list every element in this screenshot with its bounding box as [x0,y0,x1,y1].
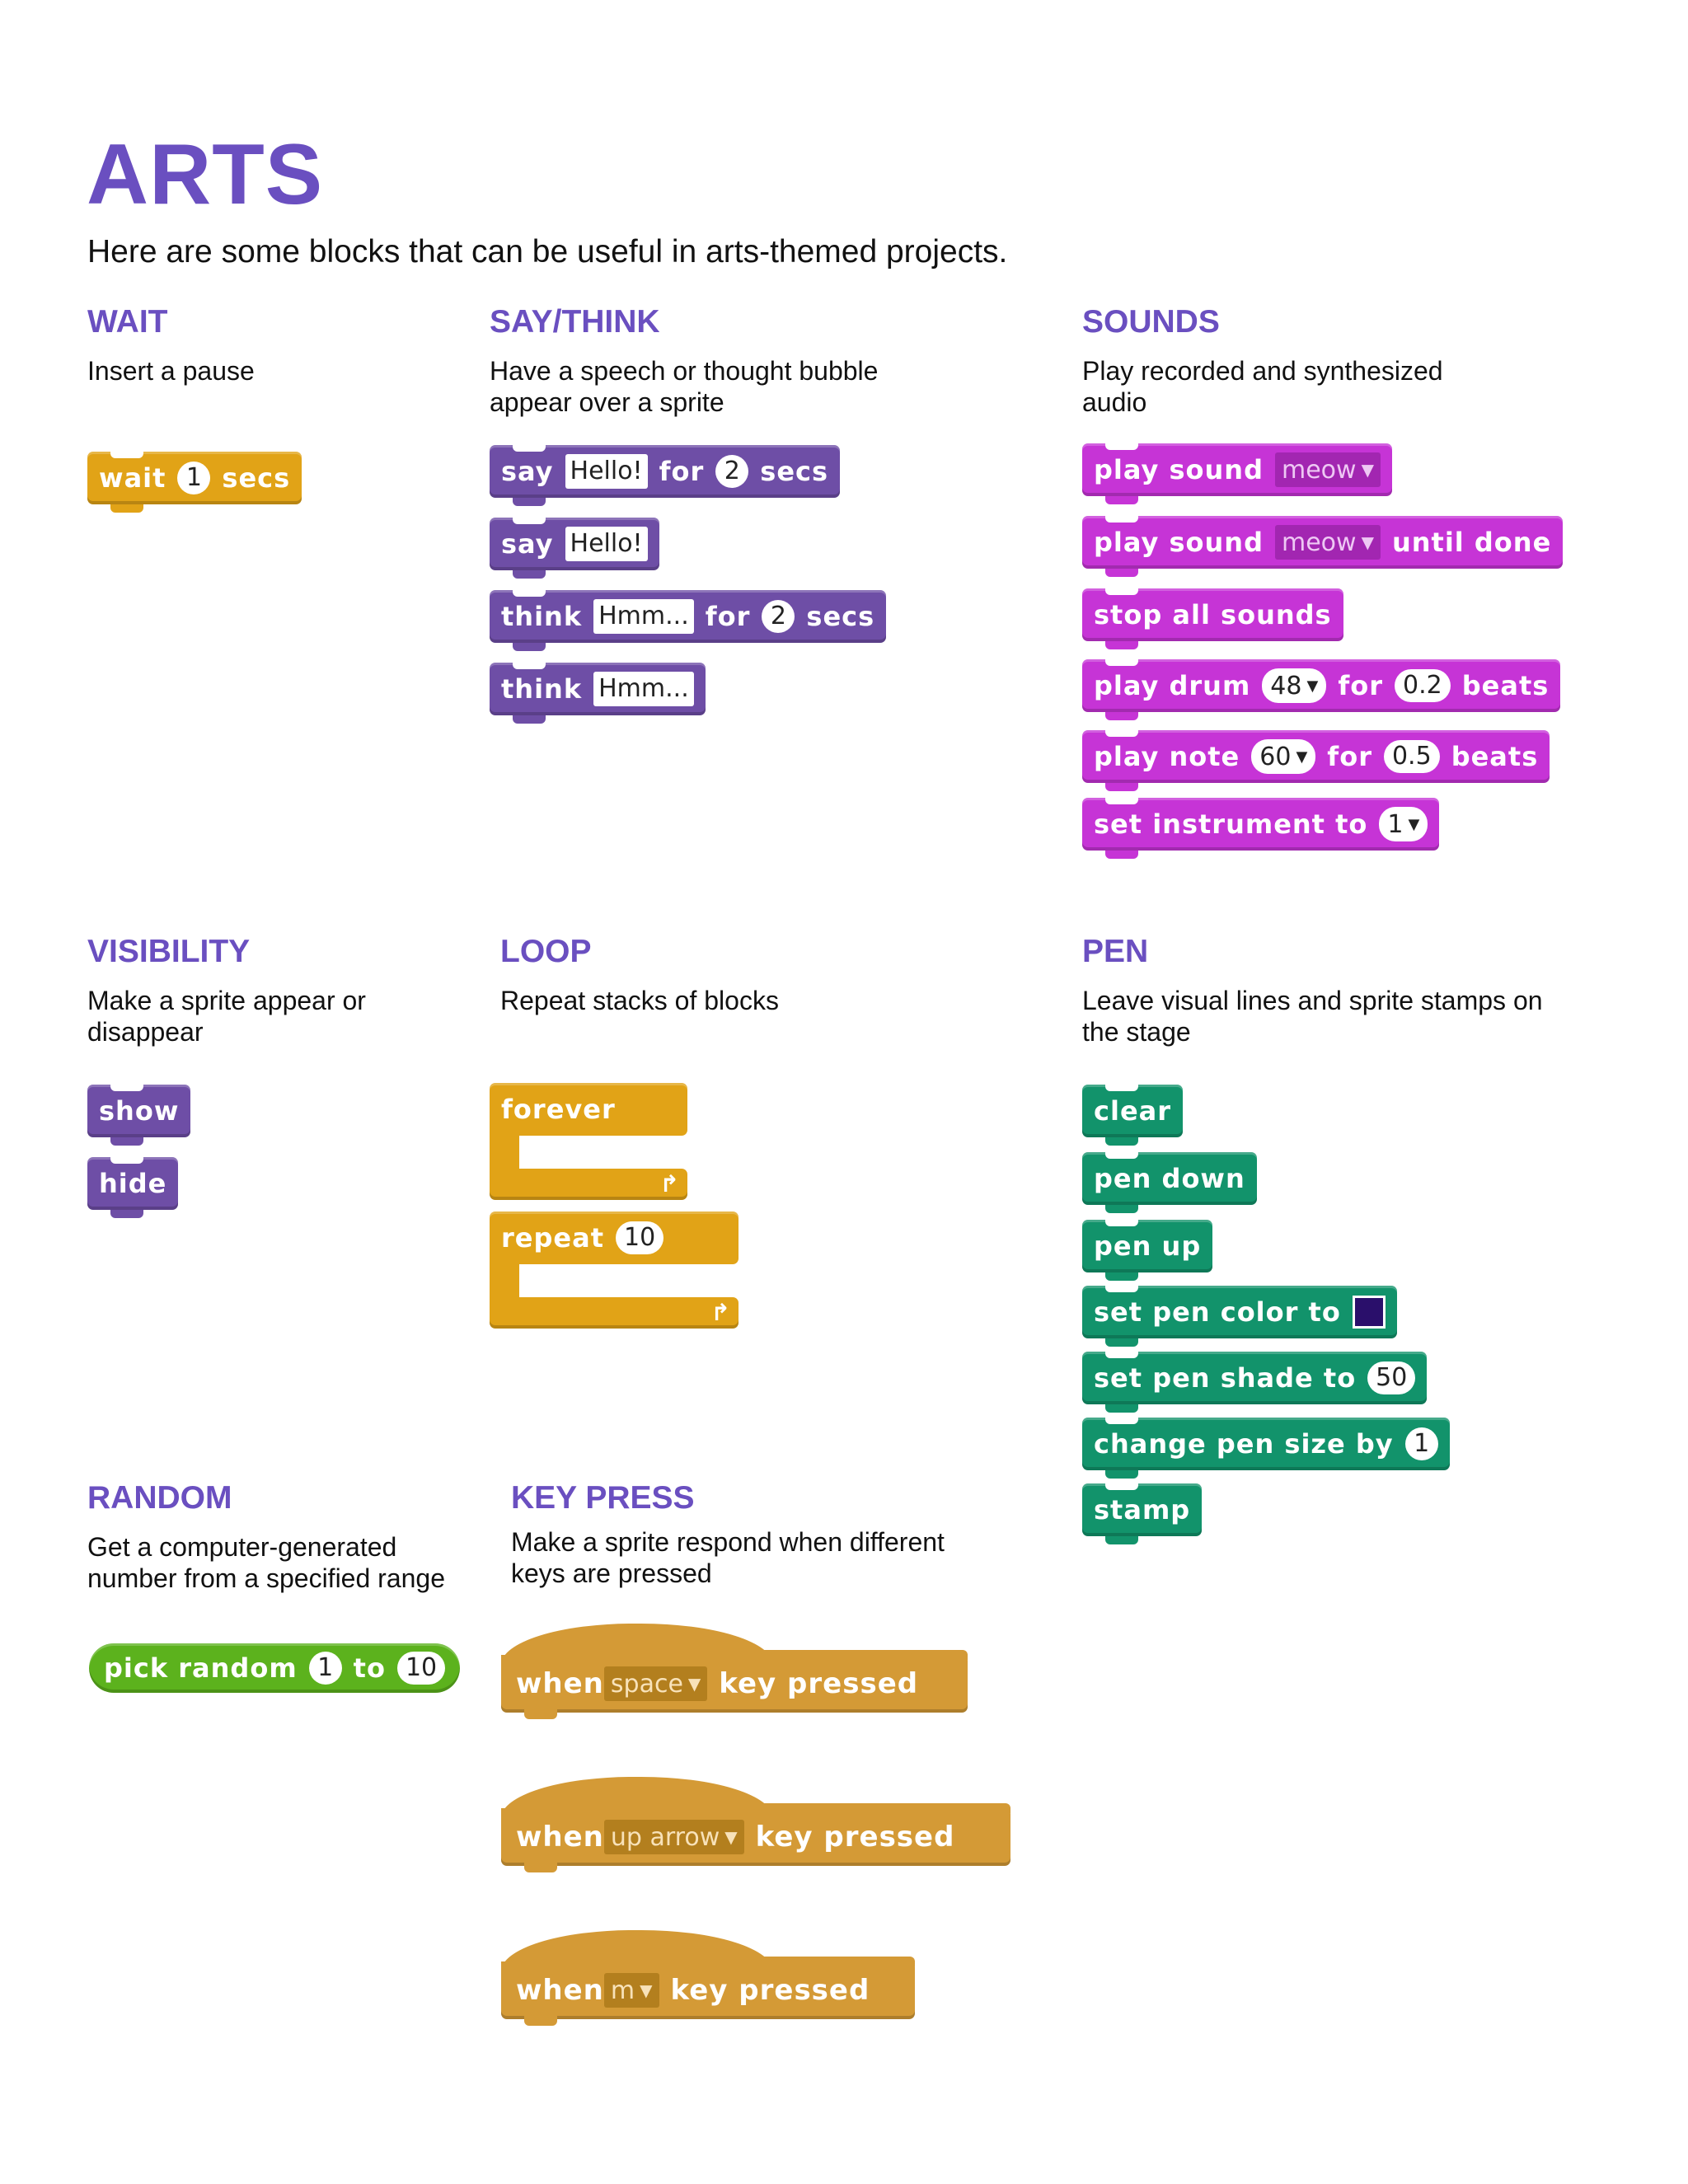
text-input[interactable]: Hmm... [593,672,694,706]
section-description [87,1531,499,1595]
block-label: for [1338,670,1384,701]
show-block[interactable] [87,1085,190,1137]
block-label: key pressed [670,1974,870,2007]
block-label: when [516,1821,604,1854]
number-input[interactable]: 1 [1405,1427,1438,1460]
when-space-key-pressed-block[interactable] [501,1624,968,1722]
block-label: repeat [501,1222,604,1254]
pen-up-block[interactable] [1082,1220,1212,1272]
dropdown-arrow-icon: ▼ [1361,460,1374,480]
set-instrument-block[interactable] [1082,798,1439,851]
description-line: keys are pressed [511,1558,712,1589]
section-key-press [511,1479,1022,1590]
description-line: number from a specified range [87,1563,445,1594]
dropdown-value: meow [1281,455,1357,485]
number-input[interactable]: 0.5 [1384,740,1440,773]
block-label: set pen shade to [1094,1362,1357,1394]
block-label: stop all sounds [1094,599,1332,630]
block-label: until done [1391,527,1552,558]
block-label: play sound [1094,454,1264,485]
hide-block[interactable] [87,1157,178,1210]
think-block[interactable] [490,663,706,715]
block-label: beats [1461,670,1550,701]
block-label: set pen color to [1094,1296,1341,1328]
number-input[interactable]: 1 [309,1652,342,1685]
when-up-arrow-key-pressed-block[interactable] [501,1777,1010,1876]
block-label: stamp [1094,1494,1191,1526]
c-block-bottom [490,1297,738,1329]
block-label: play drum [1094,670,1251,701]
section-visibility [87,933,467,1048]
section-wait [87,303,434,387]
pick-random-block[interactable] [89,1643,460,1693]
dropdown-arrow-icon: ▼ [724,1827,738,1847]
play-drum-block[interactable] [1082,659,1560,712]
number-input[interactable]: 2 [762,600,795,633]
block-label: to [353,1652,386,1684]
sound-dropdown[interactable] [1275,525,1381,560]
c-block-top [490,1083,687,1136]
section-description: Repeat stacks of blocks [500,985,779,1015]
block-label: pick random [104,1652,298,1684]
key-dropdown[interactable] [604,1666,707,1701]
hat-body [501,1961,915,2019]
block-label: pen up [1094,1230,1202,1262]
description-line: Have a speech or thought bubble [490,355,879,386]
loop-arrow-icon: ↱ [659,1171,679,1197]
section-loop [500,933,929,1016]
block-label: hide [99,1168,167,1199]
section-title: VISIBILITY [87,934,251,969]
color-swatch[interactable] [1353,1296,1386,1329]
hat-body [501,1655,968,1713]
think-for-secs-block[interactable] [490,590,886,643]
block-label: think [501,601,583,632]
when-m-key-pressed-block[interactable] [501,1930,915,2029]
repeat-block[interactable] [490,1212,738,1335]
block-label: change pen size by [1094,1428,1394,1460]
block-label: show [99,1095,180,1127]
section-title: SOUNDS [1082,304,1220,340]
text-input[interactable]: Hello! [565,454,648,489]
section-title: PEN [1082,934,1149,969]
change-pen-size-block[interactable] [1082,1418,1450,1470]
description-line: the stage [1082,1017,1191,1047]
block-label: say [501,528,554,560]
section-description: Insert a pause [87,355,255,386]
block-label: beats [1451,741,1539,772]
section-description [490,355,951,419]
dropdown-arrow-icon: ▼ [1408,815,1420,833]
say-block[interactable] [490,518,659,570]
block-label: for [1327,741,1372,772]
block-label: set instrument to [1094,808,1368,840]
page-subtitle: Here are some blocks that can be useful in arts-themed projects. [87,234,1008,269]
block-label: secs [806,601,875,632]
text-input[interactable]: Hello! [565,527,648,561]
play-sound-until-done-block[interactable] [1082,516,1563,569]
description-line: Get a computer-generated [87,1531,397,1562]
dropdown-value: 48 [1270,671,1302,701]
c-block-arm [490,1132,519,1172]
instrument-dropdown[interactable] [1379,807,1428,841]
wait-block[interactable] [87,452,302,504]
text-input[interactable]: Hmm... [593,599,694,634]
description-line: disappear [87,1017,204,1047]
section-pen [1082,933,1610,1048]
block-label: say [501,456,554,487]
c-block-arm [490,1261,519,1301]
play-note-block[interactable] [1082,730,1550,783]
forever-block[interactable] [490,1083,687,1207]
block-label: play sound [1094,527,1264,558]
pen-down-block[interactable] [1082,1152,1257,1205]
c-block-top [490,1212,738,1264]
block-label: for [705,601,751,632]
block-label: clear [1094,1095,1172,1127]
sound-dropdown[interactable] [1275,452,1381,487]
section-title: LOOP [500,934,592,969]
dropdown-arrow-icon: ▼ [1361,532,1374,552]
description-line: appear over a sprite [490,387,724,418]
number-input[interactable]: 2 [715,455,748,488]
note-dropdown[interactable] [1251,739,1315,774]
description-line: Leave visual lines and sprite stamps on [1082,985,1543,1015]
hat-tab [524,1709,557,1719]
block-label: forever [501,1094,616,1125]
number-input[interactable]: 10 [616,1221,663,1254]
description-line: Play recorded and synthesized [1082,355,1443,386]
hat-body [501,1808,1010,1866]
section-description [1082,985,1610,1048]
dropdown-arrow-icon: ▼ [687,1674,701,1694]
dropdown-value: up arrow [610,1822,720,1852]
key-dropdown[interactable] [604,1973,659,2008]
dropdown-arrow-icon: ▼ [1296,748,1308,766]
set-pen-shade-block[interactable] [1082,1352,1427,1404]
dropdown-arrow-icon: ▼ [640,1980,653,2000]
dropdown-value: m [610,1975,635,2005]
loop-arrow-icon: ↱ [710,1300,730,1325]
description-line: audio [1082,387,1147,418]
drum-dropdown[interactable] [1262,668,1326,703]
page-title: ARTS [87,127,324,223]
dropdown-value: 1 [1387,809,1404,839]
set-pen-color-block[interactable] [1082,1286,1397,1338]
dropdown-value: space [610,1669,683,1699]
block-label: when [516,1667,604,1700]
clear-block[interactable] [1082,1085,1183,1137]
block-label: secs [760,456,829,487]
hat-tab [524,1863,557,1872]
description-line: Make a sprite appear or [87,985,366,1015]
block-label: think [501,673,583,705]
section-description [1082,355,1544,419]
block-label: wait [99,462,166,494]
block-label: when [516,1974,604,2007]
key-dropdown[interactable] [604,1820,744,1854]
block-label: key pressed [719,1667,919,1700]
section-title: SAY/THINK [490,304,660,340]
number-input[interactable]: 10 [397,1652,445,1685]
section-title: RANDOM [87,1480,232,1516]
hat-tab [524,2016,557,2026]
play-sound-block[interactable] [1082,443,1392,496]
section-say-think [490,303,951,419]
say-for-secs-block[interactable] [490,445,840,498]
block-label: secs [222,462,291,494]
section-description [511,1526,1022,1590]
dropdown-arrow-icon: ▼ [1306,677,1319,695]
section-random [87,1479,499,1595]
c-block-bottom [490,1169,687,1200]
block-label: for [659,456,705,487]
section-sounds [1082,303,1544,419]
dropdown-value: 60 [1259,742,1292,771]
number-input[interactable]: 1 [177,462,210,494]
dropdown-value: meow [1281,527,1357,557]
section-title: KEY PRESS [511,1480,695,1516]
section-description [87,985,467,1048]
number-input[interactable]: 0.2 [1395,669,1451,702]
block-label: key pressed [755,1821,955,1854]
stamp-block[interactable] [1082,1483,1202,1536]
number-input[interactable]: 50 [1367,1361,1415,1394]
description-line: Make a sprite respond when different [511,1526,945,1557]
block-label: pen down [1094,1163,1245,1194]
stop-all-sounds-block[interactable] [1082,588,1343,641]
block-label: play note [1094,741,1240,772]
section-title: WAIT [87,304,168,340]
